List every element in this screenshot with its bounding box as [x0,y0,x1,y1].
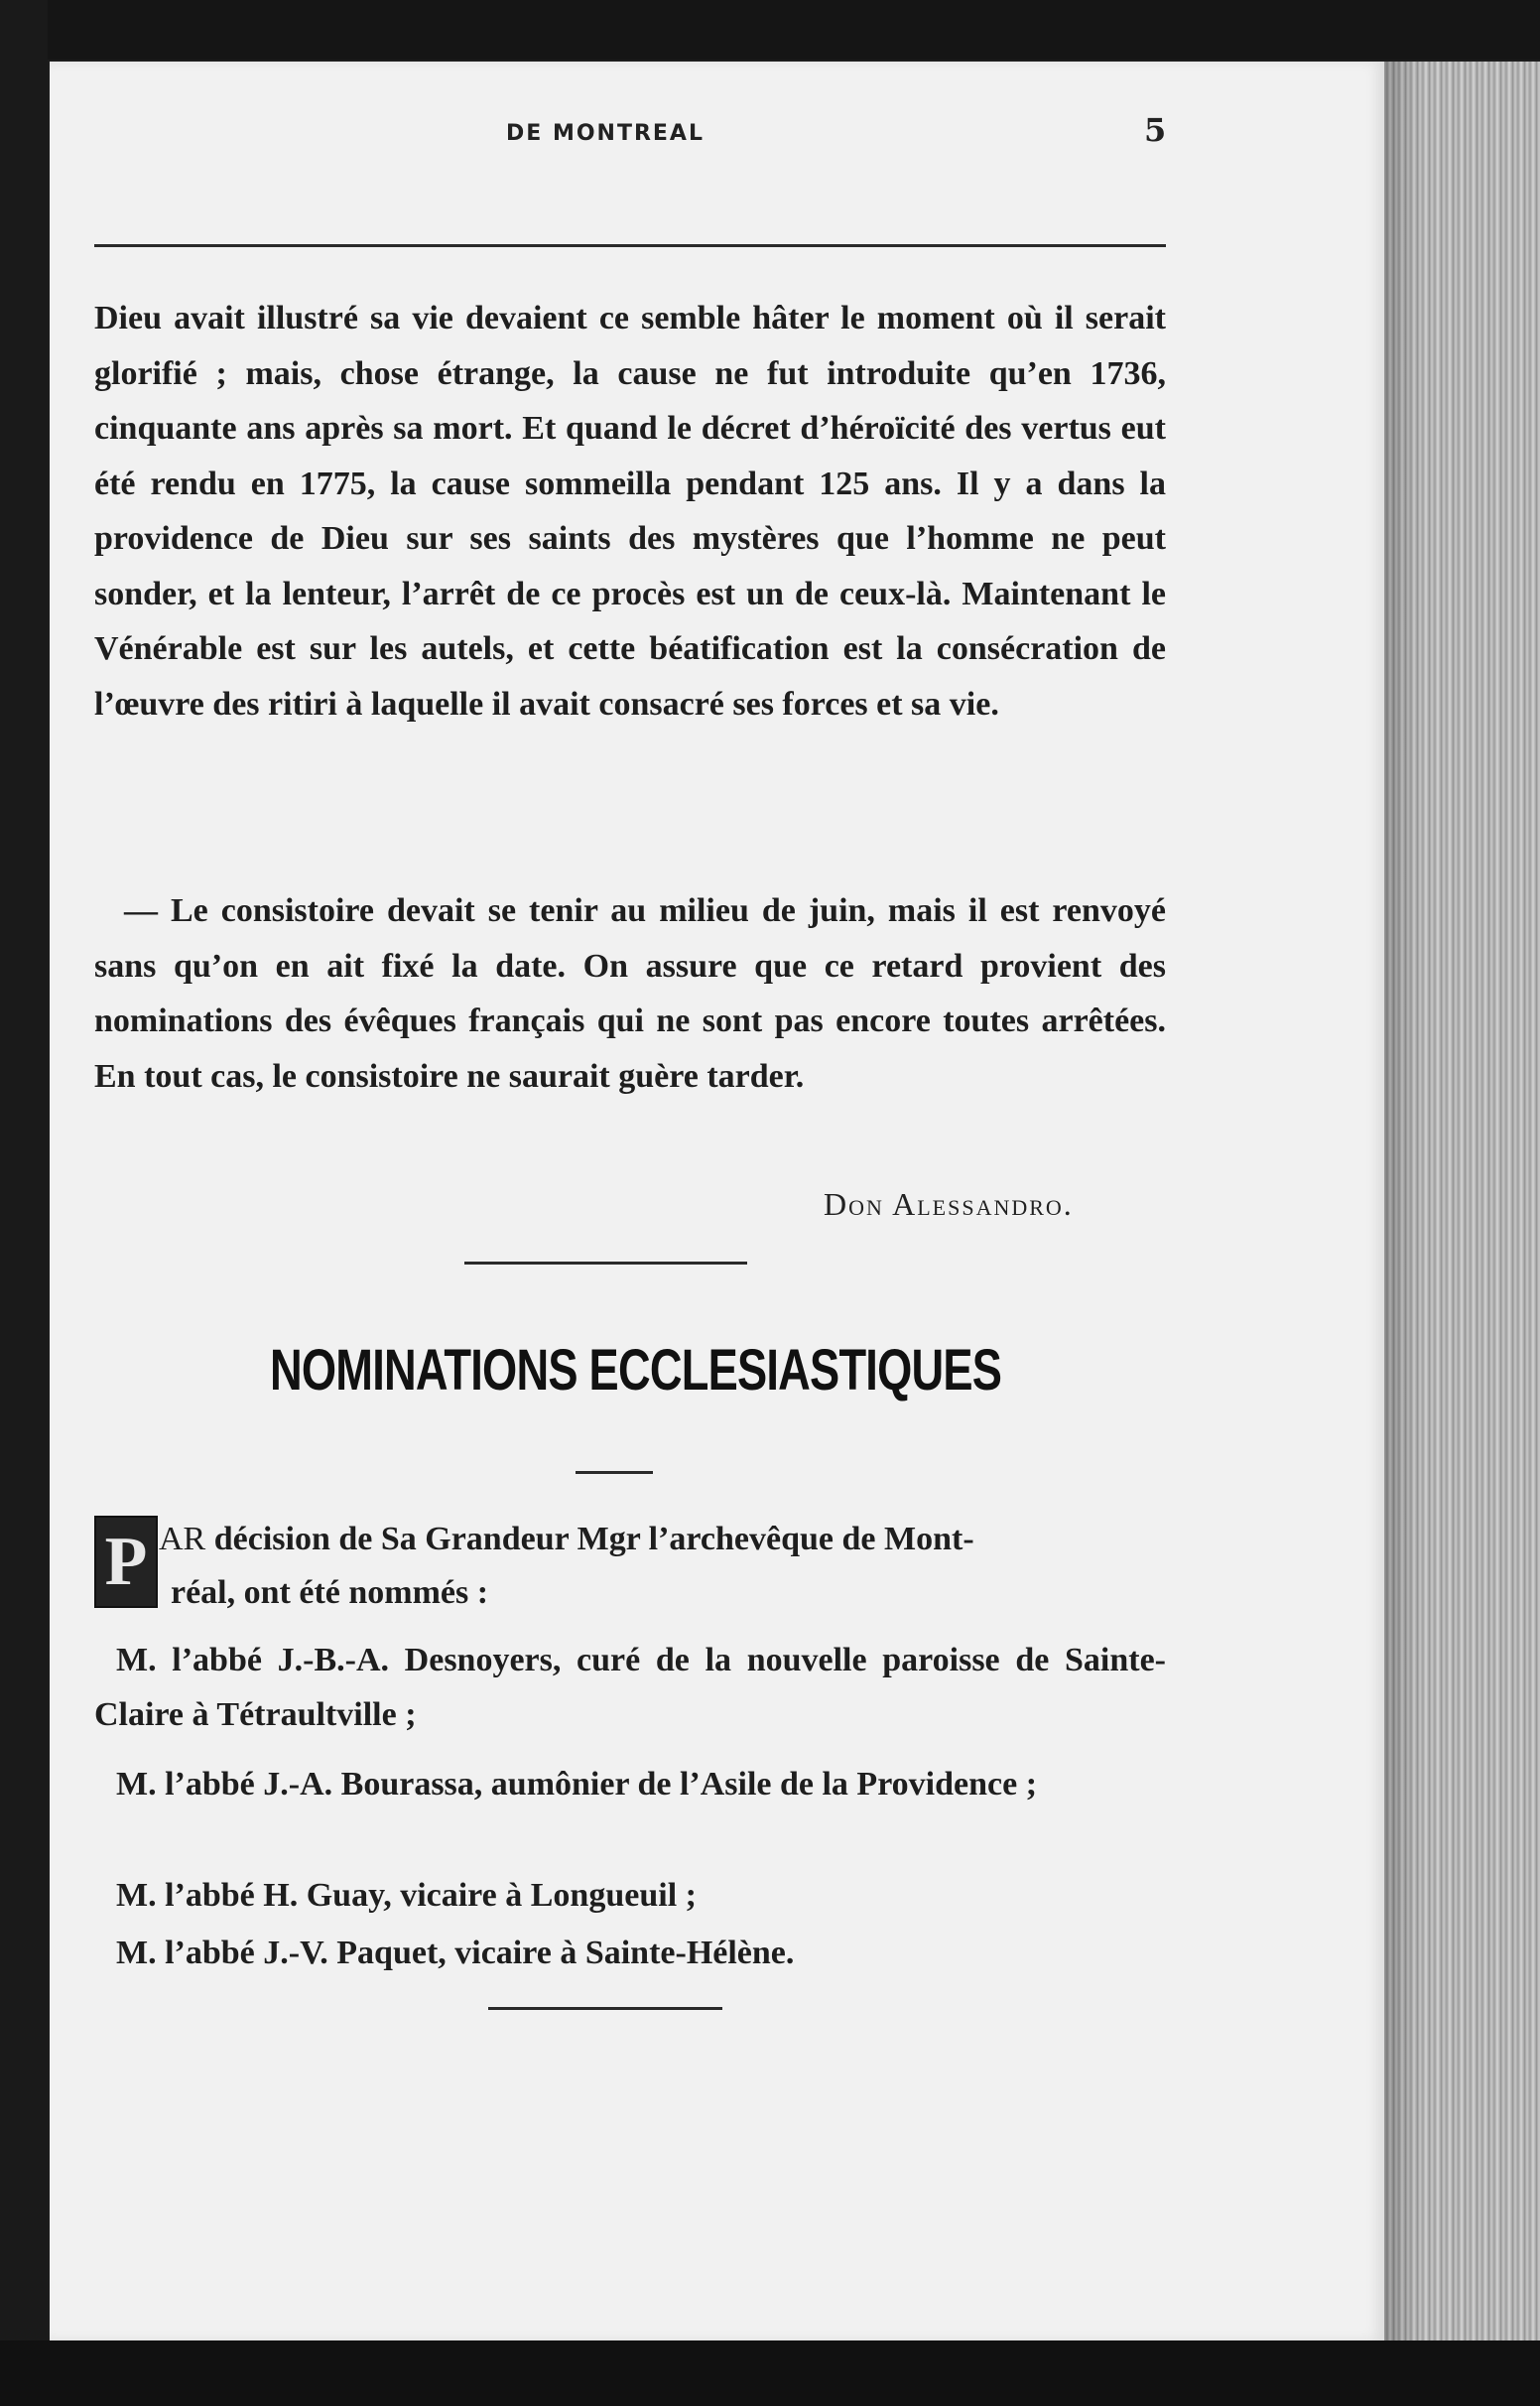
paragraph-continuation: Dieu avait illustré sa vie devaient ce semble hâter le moment où il serait glorifié ; mais, chose étrange, la cause ne fut introduite qu’en 1736, cinquante ans après sa mort. Et quand le décret d’héroïcité des vertus eut été rendu en 1775, la cause sommeilla pendant 125 ans. Il y a dans la providence de Dieu sur ses saints des mystères que l’homme ne peut sonder, et la lenteur, l’arrêt de ce procès est un de ceux-là. Maintenant le Vénérable est sur les autels, et cette béatification est la consécration de l’œuvre des ritiri à laquelle il avait consacré ses forces et sa vie. [94,300,1166,723]
paragraph-consistoire: — Le consistoire devait se tenir au milieu de juin, mais il est renvoyé sans qu’on en ait fixé la date. On assure que ce retard provient des nominations des évêques français qui ne sont pas encore toutes arrêtées. En tout cas, le consistoire ne saurait guère tarder. [94,892,1166,1095]
author-signature: Don Alessandro. [824,1186,1074,1222]
scan-left-border [0,0,48,2406]
header-rule [94,244,1166,247]
drop-cap: P [94,1516,158,1608]
page-number: 5 [1144,111,1167,149]
nomination-entry: M. l’abbé H. Guay, vicaire à Longueuil ; [116,1877,697,1914]
intro-line-1-text: décision de Sa Grandeur Mgr l’archevêque de Mont- [205,1521,974,1557]
page-edge-shadow [1381,62,1421,2344]
intro-first-word-rest: AR [159,1521,206,1557]
end-divider [488,2007,722,2010]
nomination-entry: M. l’abbé J.-B.-A. Desnoyers, curé de la nouvelle paroisse de Sainte-Claire à Tétraultville ; [94,1642,1166,1733]
nomination-entry: M. l’abbé J.-V. Paquet, vicaire à Sainte-Hélène. [116,1935,795,1971]
running-header: DE MONTREAL [506,121,705,146]
scan-bottom-border [0,2340,1540,2406]
scan-top-border [0,0,1540,60]
section-divider [464,1262,747,1265]
nomination-entry: M. l’abbé J.-A. Bourassa, aumônier de l’Asile de la Providence ; [116,1766,1038,1803]
intro-line-1 [159,1521,1161,1558]
title-underline [576,1471,653,1474]
intro-line-2: réal, ont été nommés : [171,1574,489,1611]
section-title: NOMINATIONS ECCLESIASTIQUES [270,1338,1002,1403]
